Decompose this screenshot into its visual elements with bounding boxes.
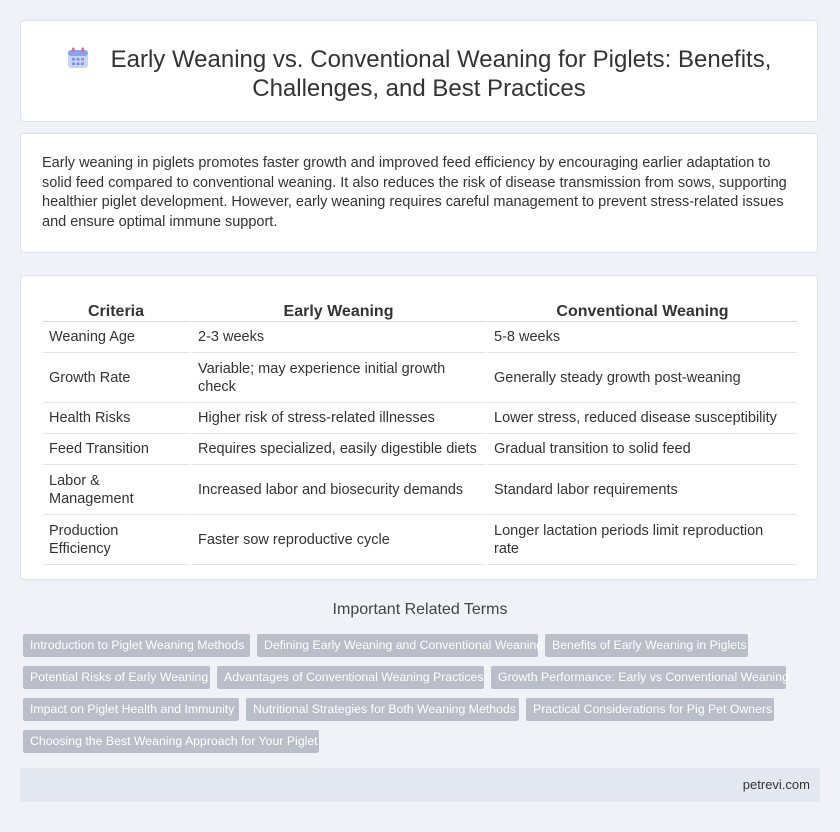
related-term-link[interactable]: Nutritional Strategies for Both Weaning Methods bbox=[246, 698, 519, 721]
related-term-link[interactable]: Choosing the Best Weaning Approach for Your Piglet bbox=[23, 730, 319, 753]
header-criteria: Criteria bbox=[43, 294, 192, 322]
cell-early: Faster sow reproductive cycle bbox=[192, 515, 488, 565]
cell-criteria: Weaning Age bbox=[43, 322, 192, 353]
related-term-link[interactable]: Potential Risks of Early Weaning bbox=[23, 666, 210, 689]
related-term-link[interactable]: Defining Early Weaning and Conventional Weaning bbox=[257, 634, 538, 657]
cell-criteria: Production Efficiency bbox=[43, 515, 192, 565]
related-term-link[interactable]: Advantages of Conventional Weaning Practices bbox=[217, 666, 484, 689]
related-term-link[interactable]: Impact on Piglet Health and Immunity bbox=[23, 698, 239, 721]
cell-early: Variable; may experience initial growth check bbox=[192, 353, 488, 403]
table-row bbox=[43, 434, 797, 465]
cell-conventional: Generally steady growth post-weaning bbox=[488, 353, 797, 403]
related-term-link[interactable]: Practical Considerations for Pig Pet Owners bbox=[526, 698, 774, 721]
table-row bbox=[43, 322, 797, 353]
cell-conventional: Standard labor requirements bbox=[488, 465, 797, 515]
cell-early: Higher risk of stress-related illnesses bbox=[192, 403, 488, 434]
table-row bbox=[43, 515, 797, 565]
table-row bbox=[43, 465, 797, 515]
footer-site-link[interactable]: petrevi.com bbox=[742, 777, 810, 792]
cell-conventional: 5-8 weeks bbox=[488, 322, 797, 353]
cell-criteria: Growth Rate bbox=[43, 353, 192, 403]
cell-early: Requires specialized, easily digestible diets bbox=[192, 434, 488, 465]
header-conventional-weaning: Conventional Weaning bbox=[488, 294, 797, 322]
table-header-row bbox=[43, 294, 797, 322]
related-term-link[interactable]: Benefits of Early Weaning in Piglets bbox=[545, 634, 748, 657]
footer bbox=[20, 768, 820, 802]
title-card bbox=[20, 20, 818, 122]
comparison-table-card bbox=[20, 275, 818, 580]
calendar-icon bbox=[67, 47, 89, 69]
comparison-table bbox=[43, 294, 797, 565]
title-line-2: Challenges, and Best Practices bbox=[252, 75, 586, 102]
header-early-weaning: Early Weaning bbox=[192, 294, 488, 322]
cell-criteria: Feed Transition bbox=[43, 434, 192, 465]
cell-criteria: Health Risks bbox=[43, 403, 192, 434]
cell-conventional: Lower stress, reduced disease susceptibility bbox=[488, 403, 797, 434]
cell-early: 2-3 weeks bbox=[192, 322, 488, 353]
title-line-1: Early Weaning vs. Conventional Weaning for Piglets: Benefits, bbox=[110, 46, 772, 73]
related-term-link[interactable]: Growth Performance: Early vs Conventional Weaning bbox=[491, 666, 786, 689]
cell-early: Increased labor and biosecurity demands bbox=[192, 465, 488, 515]
cell-conventional: Gradual transition to solid feed bbox=[488, 434, 797, 465]
intro-card bbox=[20, 133, 818, 253]
table-row bbox=[43, 353, 797, 403]
related-terms-title: Important Related Terms bbox=[332, 601, 508, 618]
cell-conventional: Longer lactation periods limit reproduction rate bbox=[488, 515, 797, 565]
intro-text: Early weaning in piglets promotes faster growth and improved feed efficiency by encouraging earlier adaptation to solid feed compared to conventional weaning. It also reduces the risk of disease transmission from sows, supporting healthier piglet development. However, early weaning requires careful management to prevent stress-related issues and ensure optimal immune support. bbox=[42, 155, 787, 230]
table-row bbox=[43, 403, 797, 434]
related-term-link[interactable]: Introduction to Piglet Weaning Methods bbox=[23, 634, 250, 657]
cell-criteria: Labor & Management bbox=[43, 465, 192, 515]
page-title bbox=[21, 45, 817, 103]
